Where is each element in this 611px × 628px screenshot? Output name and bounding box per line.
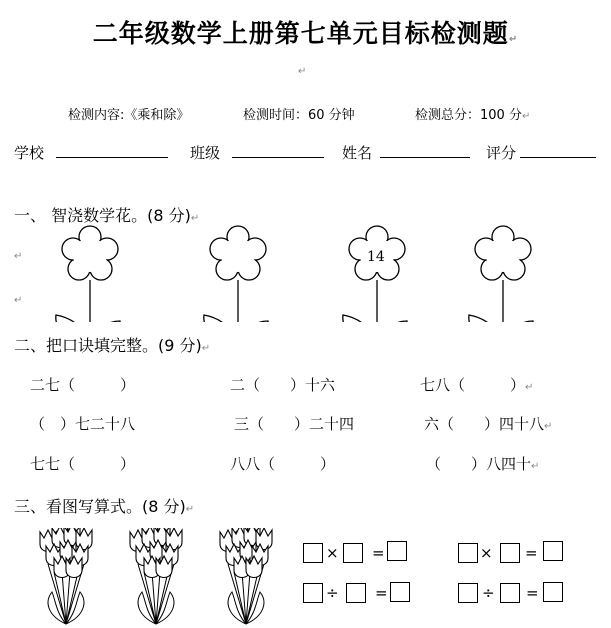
answer-box[interactable]: [543, 541, 563, 561]
test-content: 检测内容:《乘和除》: [68, 108, 190, 123]
flower-2: [204, 226, 268, 322]
school-label: 学校: [14, 144, 45, 162]
tulip-pictures: [0, 528, 300, 628]
paragraph-mark: ↵: [14, 295, 23, 306]
rhyme-r3-c1: 七七（ ）: [30, 455, 136, 473]
rhyme-r1-c2: 二（ ）十六: [230, 376, 336, 394]
page-title: 二年级数学上册第七单元目标检测题↵: [92, 19, 519, 48]
equals-sign: =: [372, 544, 385, 562]
flower-3-center: 14: [367, 249, 385, 265]
flower-row: [0, 222, 611, 322]
class-field[interactable]: [232, 157, 324, 158]
answer-box[interactable]: [387, 541, 407, 561]
tulip-bouquet-3: [220, 528, 272, 624]
rhyme-r3-c3: （ ）八四十↵: [426, 455, 540, 473]
answer-box[interactable]: [458, 583, 478, 603]
answer-box[interactable]: [303, 543, 323, 563]
answer-box[interactable]: [458, 543, 478, 563]
tulip-bouquet-1: [40, 528, 92, 624]
answer-box[interactable]: [500, 583, 520, 603]
school-field[interactable]: [56, 157, 168, 158]
paragraph-mark: ↵: [14, 251, 23, 262]
test-score: 检测总分：100 分↵: [415, 108, 531, 123]
equals-sign: =: [375, 584, 388, 602]
answer-box[interactable]: [390, 582, 410, 602]
class-label: 班级: [190, 144, 221, 162]
rhyme-r2-c3: 六（ ）四十八↵: [424, 415, 553, 433]
section3-title: 三、看图写算式。(8 分)↵: [14, 497, 195, 516]
equals-sign: =: [525, 544, 538, 562]
section2-title: 二、把口诀填完整。(9 分)↵: [14, 336, 211, 355]
section1-title: 一、 智浇数学花。(8 分)↵: [14, 206, 200, 225]
name-label: 姓名: [342, 144, 373, 162]
grade-field[interactable]: [520, 157, 596, 158]
answer-box[interactable]: [500, 543, 520, 563]
grade-label: 评分: [486, 144, 517, 162]
rhyme-r2-c1: （ ）七二十八: [30, 415, 136, 433]
answer-box[interactable]: [346, 583, 366, 603]
divide-sign: ÷: [326, 584, 339, 602]
times-sign: ×: [480, 544, 493, 562]
flower-1: [56, 226, 120, 322]
rhyme-r1-c1: 二七（ ）: [30, 376, 136, 394]
paragraph-mark: ↵: [298, 66, 307, 77]
answer-box[interactable]: [343, 543, 363, 563]
rhyme-r3-c2: 八八（ ）: [230, 455, 336, 473]
flower-3: [343, 226, 407, 322]
tulip-bouquet-2: [130, 528, 182, 624]
rhyme-r1-c3: 七八（ ）↵: [420, 376, 534, 394]
times-sign: ×: [326, 544, 339, 562]
equals-sign: =: [526, 584, 539, 602]
answer-box[interactable]: [303, 583, 323, 603]
rhyme-r2-c2: 三（ ）二十四: [234, 415, 355, 433]
test-time: 检测时间：60 分钟: [243, 108, 355, 123]
flower-4: [469, 226, 533, 322]
name-field[interactable]: [380, 157, 470, 158]
answer-box[interactable]: [543, 582, 563, 602]
divide-sign: ÷: [482, 584, 495, 602]
